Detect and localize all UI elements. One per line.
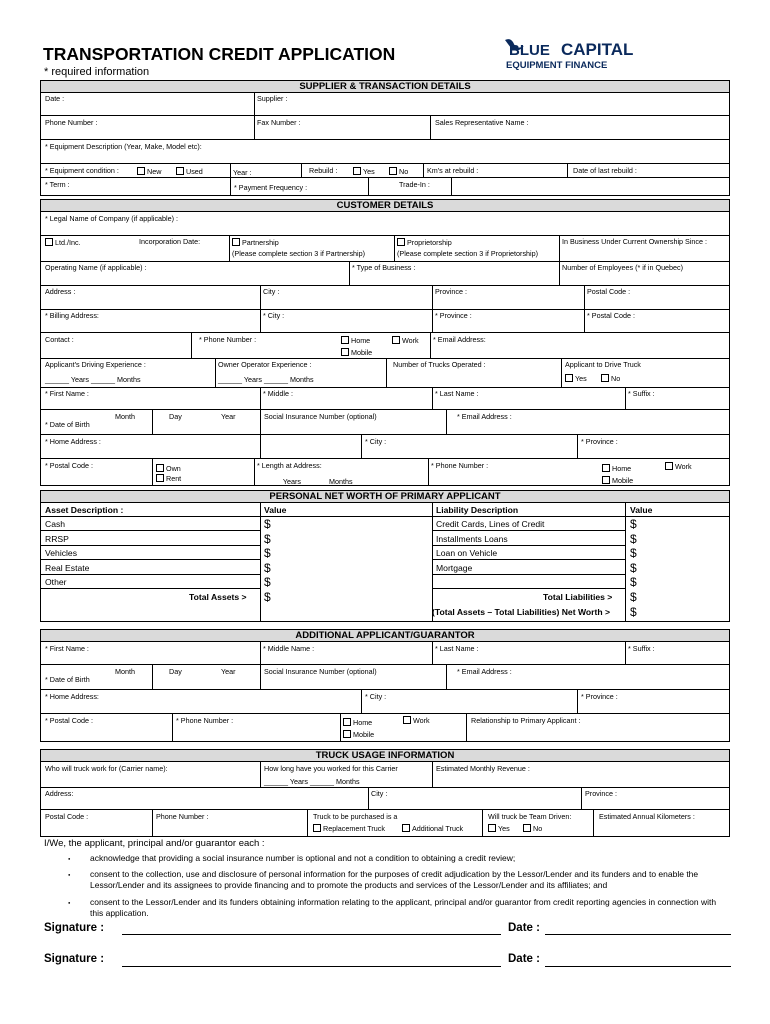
new-label: New <box>147 167 162 176</box>
checkbox-icon <box>313 824 321 832</box>
logo-subtitle: EQUIPMENT FINANCE <box>506 60 608 71</box>
home-phone-label: * Phone Number : <box>431 461 489 470</box>
work-label: Work <box>675 462 692 471</box>
purchased-as-label: Truck to be purchased is a <box>313 812 398 821</box>
checkbox-icon <box>343 730 351 738</box>
owner-operator-label: Owner Operator Experience : <box>218 360 312 369</box>
asset-dollar[interactable]: $ <box>264 546 271 560</box>
guarantor-first-name-label: * First Name : <box>45 644 89 653</box>
guarantor-heading: ADDITIONAL APPLICANT/GUARANTOR <box>41 630 729 642</box>
worked-for-fill: ______ Years ______ Months <box>264 777 360 786</box>
dob-month-label: Month <box>115 412 135 421</box>
signature-label: Signature : <box>44 953 105 965</box>
bullet-icon: ● <box>68 872 71 877</box>
own-label: Own <box>166 464 181 473</box>
length-address-fill: ______ Years ______ Months <box>257 477 353 486</box>
sales-rep-label: Sales Representative Name : <box>435 118 529 127</box>
carrier-postal-label: Postal Code : <box>45 812 89 821</box>
billing-province-label: * Province : <box>435 311 472 320</box>
guarantor-home-checkbox[interactable] <box>343 718 372 726</box>
years-label: Years <box>243 375 262 384</box>
checkbox-icon <box>341 348 349 356</box>
guarantor-phone-label: * Phone Number : <box>176 716 234 725</box>
checkbox-icon <box>156 474 164 482</box>
signature-label: Signature : <box>44 922 105 934</box>
guarantor-work-checkbox[interactable] <box>403 716 430 724</box>
dob-day-label: Day <box>169 412 182 421</box>
home-province-label: * Province : <box>581 437 618 446</box>
mobile-label: Mobile <box>612 476 634 485</box>
date-line[interactable] <box>545 934 731 935</box>
additional-truck-checkbox[interactable] <box>402 824 463 832</box>
checkbox-icon <box>156 464 164 472</box>
worked-for-label: How long have you worked for this Carrier <box>264 764 398 773</box>
asset-row: Real Estate <box>45 563 90 573</box>
province-label: Province : <box>435 287 467 296</box>
rebuild-no-label: No <box>399 167 409 176</box>
email-address-label: * Email Address : <box>457 412 512 421</box>
months-label: Months <box>335 777 360 786</box>
trucks-operated-label: Number of Trucks Operated : <box>393 360 486 369</box>
proprietorship-label: Proprietorship <box>407 238 452 247</box>
checkbox-icon <box>392 336 400 344</box>
replacement-truck-checkbox[interactable] <box>313 824 385 832</box>
consent-intro: I/We, the applicant, principal and/or guarantor each : <box>44 838 265 849</box>
billing-city-label: * City : <box>263 311 285 320</box>
equipment-description-label: * Equipment Description (Year, Make, Model etc): <box>45 142 202 151</box>
employees-label: Number of Employees (* if in Quebec) <box>562 263 684 272</box>
trade-in-label: Trade-In : <box>399 180 430 189</box>
guarantor-suffix-label: * Suffix : <box>628 644 655 653</box>
asset-row: RRSP <box>45 534 69 544</box>
page-title: TRANSPORTATION CREDIT APPLICATION <box>43 44 396 64</box>
drive-no-label: No <box>611 374 621 383</box>
supplier-heading: SUPPLIER & TRANSACTION DETAILS <box>41 81 729 93</box>
incorporation-date-label: Incorporation Date: <box>139 237 201 246</box>
asset-value-header: Value <box>264 505 287 515</box>
years-label: Years <box>282 477 301 486</box>
home-label: Home <box>353 718 373 727</box>
home-address-label: * Home Address : <box>45 437 101 446</box>
asset-description-header: Asset Description : <box>45 505 124 515</box>
guarantor-city-label: * City : <box>365 692 387 701</box>
phone-label: Phone Number : <box>45 118 98 127</box>
checkbox-icon <box>232 238 240 246</box>
sin-label: Social Insurance Number (optional) <box>264 412 377 421</box>
drive-yes-label: Yes <box>575 374 587 383</box>
phone-home-checkbox[interactable] <box>602 464 631 472</box>
checkbox-icon <box>353 167 361 175</box>
checkbox-icon <box>176 167 184 175</box>
checkbox-icon <box>565 374 573 382</box>
checkbox-icon <box>602 464 610 472</box>
contact-work-checkbox[interactable] <box>392 336 419 344</box>
guarantor-postal-label: * Postal Code : <box>45 716 93 725</box>
team-no-label: No <box>533 824 543 833</box>
checkbox-icon <box>343 718 351 726</box>
own-checkbox[interactable] <box>156 464 181 472</box>
carrier-address-label: Address: <box>45 789 74 798</box>
applicant-drive-label: Applicant to Drive Truck <box>565 360 641 369</box>
carrier-province-label: Province : <box>585 789 617 798</box>
work-label: Work <box>402 336 419 345</box>
rebuild-yes-checkbox[interactable] <box>353 167 375 175</box>
checkbox-icon <box>397 238 405 246</box>
used-label: Used <box>186 167 203 176</box>
monthly-revenue-label: Estimated Monthly Revenue : <box>436 764 530 773</box>
checkbox-icon <box>601 374 609 382</box>
supplier-section <box>40 80 730 196</box>
liability-dollar[interactable]: $ <box>630 575 637 589</box>
guarantor-dob-year-label: Year <box>221 667 236 676</box>
consent-bullet: acknowledge that providing a social insurance number is optional and not a condition to obtaining a credit review; <box>90 853 516 863</box>
payment-frequency-label: * Payment Frequency : <box>234 183 308 192</box>
total-assets-dollar[interactable]: $ <box>264 590 271 604</box>
fax-label: Fax Number : <box>257 118 301 127</box>
consent-bullet: consent to the collection, use and disclosure of personal information for the purposes of credit adjudication by the Lessor/Lender and its funders and to enable the Lessor/Lender and its assignees to provide financing and to promote the products and services of the Lessor/Lender and its affiliates; and <box>90 869 699 890</box>
new-checkbox[interactable] <box>137 167 161 175</box>
asset-row: Cash <box>45 519 66 529</box>
checkbox-icon <box>523 824 531 832</box>
signature-line[interactable] <box>122 966 501 967</box>
in-business-since-label: In Business Under Current Ownership Since : <box>562 237 708 246</box>
bullet-icon: ● <box>68 900 71 905</box>
checkbox-icon <box>402 824 410 832</box>
rebuild-no-checkbox[interactable] <box>389 167 408 175</box>
phone-work-checkbox[interactable] <box>665 462 692 470</box>
contact-home-checkbox[interactable] <box>341 336 370 344</box>
required-note: * required information <box>44 66 150 78</box>
months-label: Months <box>328 477 353 486</box>
home-label: Home <box>612 464 632 473</box>
drive-no-checkbox[interactable] <box>601 374 620 382</box>
partnership-checkbox[interactable] <box>232 238 279 246</box>
company-logo <box>502 36 634 76</box>
truck-section <box>40 749 730 837</box>
asset-row: Other <box>45 577 67 587</box>
asset-dollar[interactable]: $ <box>264 517 271 531</box>
guarantor-home-address-label: * Home Address: <box>45 692 99 701</box>
carrier-label: Who will truck work for (Carrier name): <box>45 764 168 773</box>
phone-mobile-checkbox[interactable] <box>602 476 633 484</box>
address-label: Address : <box>45 287 76 296</box>
contact-phone-label: * Phone Number : <box>199 335 257 344</box>
date-label: Date : <box>45 94 65 103</box>
dob-label: * Date of Birth <box>45 420 90 429</box>
ltd-inc-label: Ltd./Inc. <box>55 238 81 247</box>
proprietorship-checkbox[interactable] <box>397 238 452 246</box>
first-name-label: * First Name : <box>45 389 89 398</box>
liability-row: Mortgage <box>436 563 473 573</box>
net-worth-label: (Total Assets – Total Liabilities) Net Worth > <box>432 607 611 617</box>
carrier-phone-label: Phone Number : <box>156 812 209 821</box>
asset-dollar[interactable]: $ <box>264 532 271 546</box>
team-yes-checkbox[interactable] <box>488 824 510 832</box>
guarantor-middle-name-label: * Middle Name : <box>263 644 315 653</box>
checkbox-icon <box>45 238 53 246</box>
dob-year-label: Year <box>221 412 236 421</box>
checkbox-icon <box>341 336 349 344</box>
rent-label: Rent <box>166 474 182 483</box>
supplier-label: Supplier : <box>257 94 288 103</box>
liability-row: Installments Loans <box>436 534 508 544</box>
middle-name-label: * Middle : <box>263 389 293 398</box>
proprietorship-note: (Please complete section 3 if Proprietorship) <box>397 249 539 258</box>
guarantor-mobile-checkbox[interactable] <box>343 730 374 738</box>
total-assets-label: Total Assets > <box>189 592 247 602</box>
billing-postal-label: * Postal Code : <box>587 311 635 320</box>
team-yes-label: Yes <box>498 824 510 833</box>
asset-row: Vehicles <box>45 548 78 558</box>
net-worth-dollar[interactable]: $ <box>630 605 637 619</box>
contact-label: Contact : <box>45 335 74 344</box>
date-label: Date : <box>508 922 540 934</box>
liability-dollar[interactable]: $ <box>630 546 637 560</box>
partnership-note: (Please complete section 3 if Partnership) <box>232 249 366 258</box>
date-label: Date : <box>508 953 540 965</box>
ltd-inc-checkbox[interactable] <box>45 238 81 246</box>
billing-address-label: * Billing Address: <box>45 311 99 320</box>
team-no-checkbox[interactable] <box>523 824 542 832</box>
asset-dollar[interactable]: $ <box>264 561 271 575</box>
postal-code-label: Postal Code : <box>587 287 631 296</box>
relationship-label: Relationship to Primary Applicant : <box>471 716 581 725</box>
term-label: * Term : <box>45 180 70 189</box>
checkbox-icon <box>137 167 145 175</box>
guarantor-email-label: * Email Address : <box>457 667 512 676</box>
annual-km-label: Estimated Annual Kilometers : <box>599 812 695 821</box>
liability-row: Loan on Vehicle <box>436 548 498 558</box>
rebuild-label: Rebuild : <box>309 166 338 175</box>
work-label: Work <box>413 716 430 725</box>
equipment-condition-label: * Equipment condition : <box>45 166 119 175</box>
checkbox-icon <box>389 167 397 175</box>
asset-dollar[interactable]: $ <box>264 575 271 589</box>
driving-experience-label: Applicant's Driving Experience : <box>45 360 146 369</box>
months-label: Months <box>116 375 141 384</box>
home-postal-label: * Postal Code : <box>45 461 93 470</box>
months-label: Months <box>289 375 314 384</box>
city-label: City : <box>263 287 280 296</box>
used-checkbox[interactable] <box>176 167 203 175</box>
mobile-label: Mobile <box>353 730 375 739</box>
liability-value-header: Value <box>630 505 653 515</box>
operating-name-label: Operating Name (if applicable) : <box>45 263 147 272</box>
consent-bullet: consent to the Lessor/Lender and its funders obtaining information relating to the applicant, principal and/or guarantor from credit reporting agencies in connection with this application. <box>90 897 717 918</box>
networth-section <box>40 490 730 622</box>
additional-label: Additional Truck <box>412 824 464 833</box>
last-rebuild-label: Date of last rebuild : <box>573 166 637 175</box>
bullet-icon: ● <box>68 856 71 861</box>
checkbox-icon <box>602 476 610 484</box>
guarantor-dob-label: * Date of Birth <box>45 675 90 684</box>
logo-capital-text: CAPITAL <box>561 40 634 59</box>
networth-heading: PERSONAL NET WORTH OF PRIMARY APPLICANT <box>41 491 729 503</box>
contact-email-label: * Email Address: <box>433 335 486 344</box>
years-label: Years <box>70 375 89 384</box>
date-line[interactable] <box>545 966 731 967</box>
rebuild-yes-label: Yes <box>363 167 375 176</box>
legal-name-label: * Legal Name of Company (if applicable) : <box>45 214 179 223</box>
guarantor-dob-month-label: Month <box>115 667 135 676</box>
team-driven-label: Will truck be Team Driven: <box>488 812 572 821</box>
year-label: Year : <box>233 168 252 177</box>
checkbox-icon <box>403 716 411 724</box>
last-name-label: * Last Name : <box>435 389 479 398</box>
logo-blue-text: BLUE <box>509 42 550 59</box>
customer-section <box>40 199 730 486</box>
home-city-label: * City : <box>365 437 387 446</box>
liability-row: Credit Cards, Lines of Credit <box>436 519 545 529</box>
customer-heading: CUSTOMER DETAILS <box>41 200 729 212</box>
liability-dollar[interactable]: $ <box>630 532 637 546</box>
guarantor-dob-day-label: Day <box>169 667 182 676</box>
truck-heading: TRUCK USAGE INFORMATION <box>41 750 729 762</box>
length-address-label: * Length at Address: <box>257 461 322 470</box>
guarantor-province-label: * Province : <box>581 692 618 701</box>
liability-dollar[interactable]: $ <box>630 517 637 531</box>
type-of-business-label: * Type of Business : <box>352 263 416 272</box>
rent-checkbox[interactable] <box>156 474 181 482</box>
carrier-city-label: City : <box>371 789 388 798</box>
guarantor-sin-label: Social Insurance Number (optional) <box>264 667 377 676</box>
total-liabilities-label: Total Liabilities > <box>543 592 613 602</box>
checkbox-icon <box>665 462 673 470</box>
liability-dollar[interactable]: $ <box>630 561 637 575</box>
mobile-label: Mobile <box>351 348 373 357</box>
liability-description-header: Liability Description <box>436 505 519 515</box>
owner-operator-years: ______ Years ______ Months <box>218 375 314 384</box>
total-liabilities-dollar[interactable]: $ <box>630 590 637 604</box>
years-label: Years <box>289 777 308 786</box>
driving-years: ______ Years ______ Months <box>45 375 141 384</box>
suffix-label: * Suffix : <box>628 389 655 398</box>
checkbox-icon <box>488 824 496 832</box>
partnership-label: Partnership <box>242 238 279 247</box>
home-label: Home <box>351 336 371 345</box>
guarantor-section <box>40 629 730 742</box>
drive-yes-checkbox[interactable] <box>565 374 587 382</box>
guarantor-last-name-label: * Last Name : <box>435 644 479 653</box>
signature-line[interactable] <box>122 934 501 935</box>
replacement-label: Replacement Truck <box>323 824 385 833</box>
kms-rebuild-label: Km's at rebuild : <box>427 166 479 175</box>
contact-mobile-checkbox[interactable] <box>341 348 372 356</box>
